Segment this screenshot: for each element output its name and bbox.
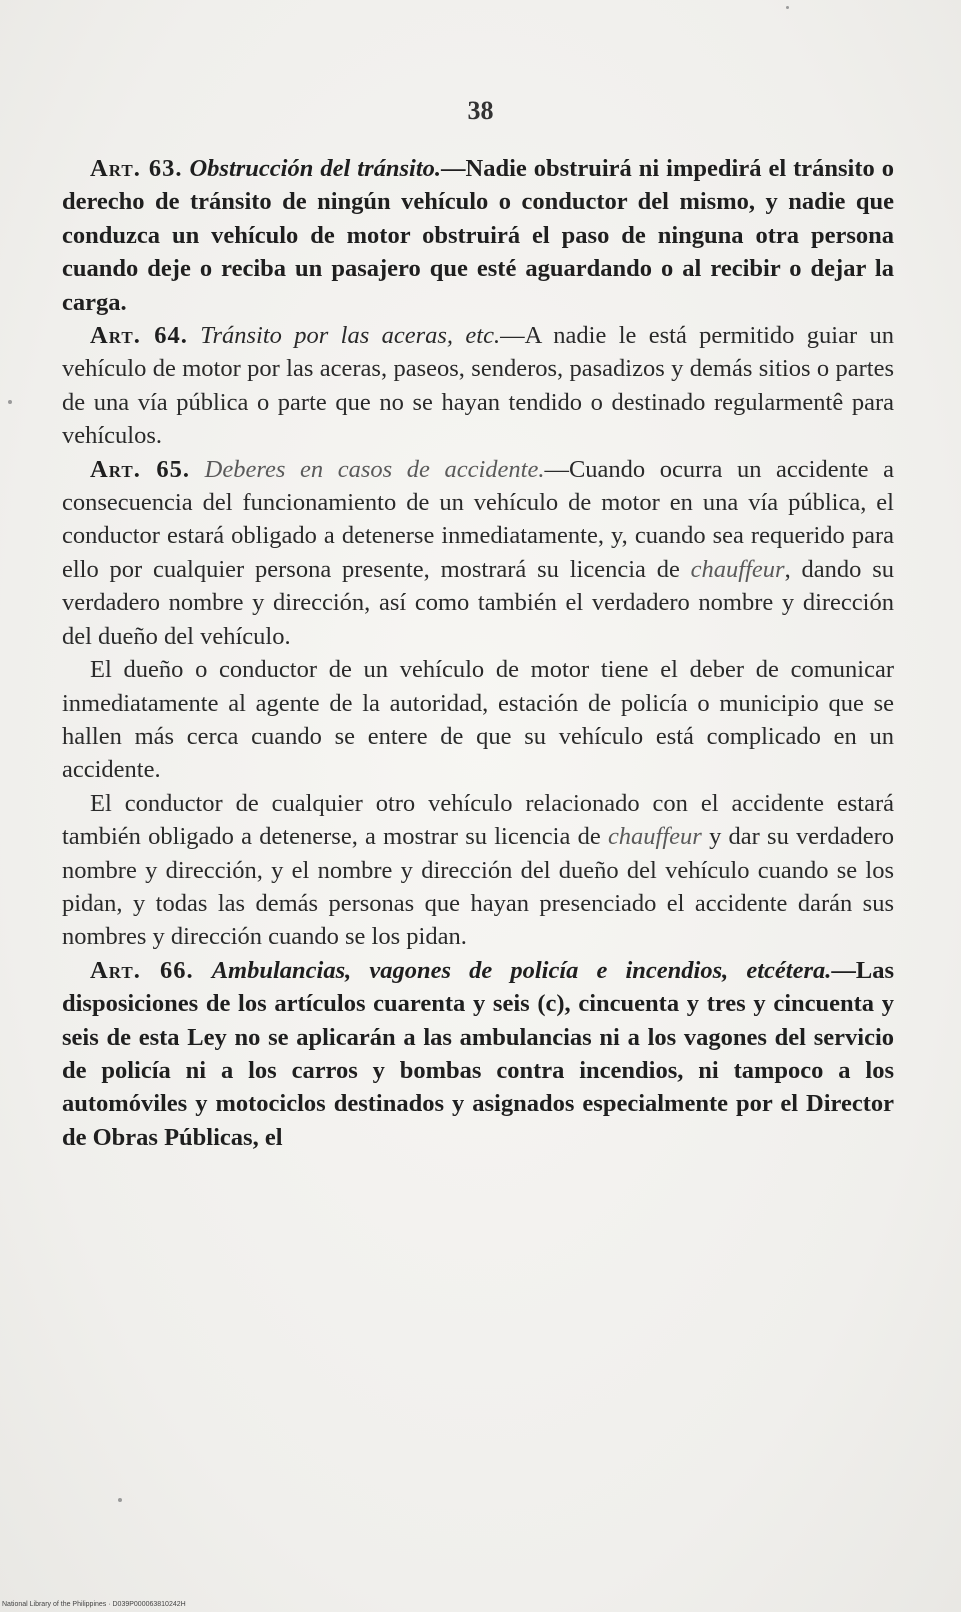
article-65-body-a: —Cuando ocurra un accidente a consecuencia del funcionamiento de un vehículo de motor en una vía pública, el conductor estará obligado a detenerse inmediatamente, y, cuando sea requerido para ello por cualquier persona presente, mostrará su licencia de bbox=[62, 455, 894, 583]
document-text bbox=[62, 152, 894, 1154]
chauffeur-term-1: chauffeur bbox=[690, 555, 785, 583]
scan-footer: National Library of the Philippines · D039P000063810242H bbox=[2, 1601, 186, 1608]
article-65-para3-b: y dar su verdadero nombre y dirección, y el nombre y dirección del dueño del vehículo cuando se los pidan, y todas las demás personas que hayan presenciado el accidente darán sus nombres y dirección cuando se los pidan. bbox=[62, 823, 894, 951]
paper-speck bbox=[786, 6, 789, 9]
article-63-title: Obstrucción del tránsito. bbox=[189, 155, 442, 182]
article-65-label: Art. 65. bbox=[90, 455, 191, 483]
article-66-body: —Las disposiciones de los artículos cuarenta y seis (c), cincuenta y tres y cincuenta y seis de esta Ley no se aplicarán a las ambulancias ni a los vagones del servicio de policía ni a los carros y bombas contra incendios, ni tampoco a los automóviles y motociclos destinados y asignados especialmente por el Director de Obras Públicas, el bbox=[62, 956, 895, 1151]
article-63 bbox=[62, 152, 894, 319]
article-65-paragraph-2: El dueño o conductor de un vehículo de motor tiene el deber de comunicar inmediatamente al agente de la autoridad, estación de policía o municipio que se hallen más cerca cuando se entere de que su vehículo está complicado en un accidente. bbox=[62, 656, 894, 784]
article-66-label: Art. 66. bbox=[90, 956, 194, 984]
article-65-title: Deberes en casos de accidente. bbox=[204, 455, 545, 483]
article-64 bbox=[62, 319, 894, 453]
chauffeur-term-2: chauffeur bbox=[607, 823, 702, 851]
article-66 bbox=[62, 954, 894, 1154]
paper-speck bbox=[118, 1498, 122, 1502]
page-number: 38 bbox=[467, 96, 494, 125]
article-64-body: —A nadie le está permitido guiar un vehículo de motor por las aceras, paseos, senderos, pasadizos y demás sitios o partes de una vía pública o parte que no se hayan tendido o destinado regularmentê para vehículos. bbox=[62, 322, 894, 450]
article-65-paragraph-3 bbox=[62, 787, 894, 954]
article-66-title: Ambulancias, vagones de policía e incendios, etcétera. bbox=[211, 956, 832, 984]
article-65-para3-a: El conductor de cualquier otro vehículo relacionado con el accidente estará también obligado a detenerse, a mostrar su licencia de bbox=[62, 789, 894, 851]
article-64-title: Tránsito por las aceras, etc. bbox=[200, 322, 501, 350]
article-64-label: Art. 64. bbox=[90, 322, 188, 350]
article-65 bbox=[62, 453, 894, 653]
article-65-body-b: , dando su verdadero nombre y dirección, así como también el verdadero nombre y dirección del dueño del vehículo. bbox=[62, 555, 894, 650]
article-63-label: Art. 63. bbox=[90, 155, 183, 182]
article-63-body: —Nadie obstruirá ni impedirá el tránsito o derecho de tránsito de ningún vehículo o conductor del mismo, y nadie que conduzca un vehículo de motor obstruirá el paso de ninguna otra persona cuando deje o reciba un pasajero que esté aguardando o al recibir o dejar la carga. bbox=[62, 155, 895, 316]
paper-speck bbox=[8, 400, 12, 404]
